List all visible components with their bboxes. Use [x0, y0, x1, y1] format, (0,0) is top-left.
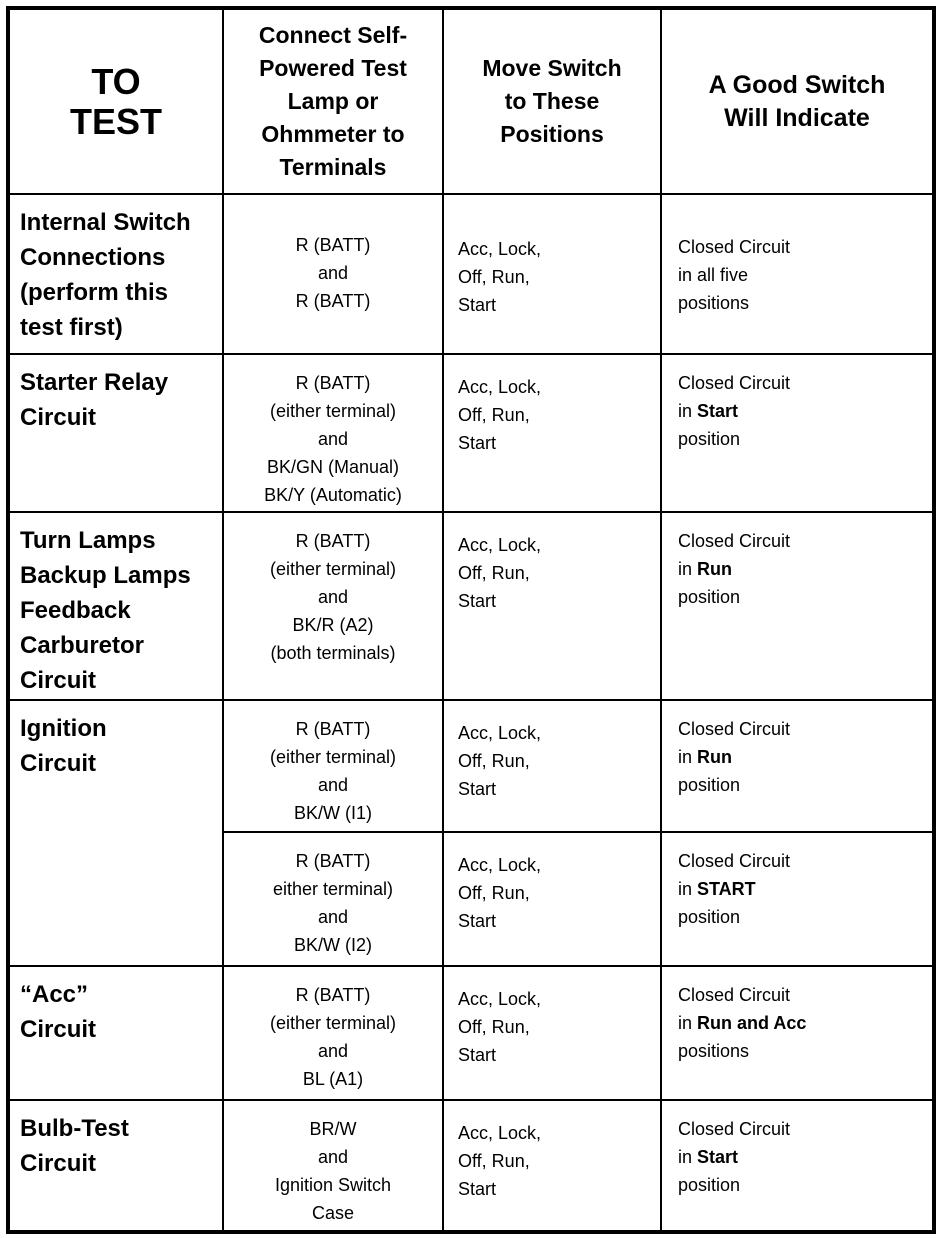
positions-line: Start	[458, 295, 497, 315]
terminals-line: and	[317, 775, 349, 795]
terminals-cell	[223, 1100, 443, 1232]
terminals-line: (either terminal)	[269, 747, 397, 767]
positions-line: Acc, Lock,	[458, 1123, 542, 1143]
positions-line: Start	[458, 433, 497, 453]
header-switch-positions	[443, 8, 661, 194]
test-name-line: Circuit	[20, 1016, 97, 1043]
positions-cell	[443, 354, 661, 512]
terminals-line: BK/Y (Automatic)	[264, 485, 402, 505]
test-name-line: Circuit	[20, 750, 97, 777]
positions-line: Start	[458, 1045, 497, 1065]
positions-line: Off, Run,	[458, 563, 530, 583]
test-name-line: “Acc”	[20, 981, 89, 1008]
test-name-cell	[8, 194, 223, 354]
terminals-line: BK/W (I2)	[293, 935, 372, 955]
positions-line: Acc, Lock,	[458, 723, 542, 743]
indication-text: in all five	[678, 265, 749, 285]
positions-line: Start	[458, 591, 497, 611]
test-name-line: Circuit	[20, 667, 97, 694]
indication-cell	[661, 832, 934, 966]
terminals-line: R (BATT)	[295, 719, 371, 739]
indication-line: position	[678, 429, 741, 449]
header-to-test-line: TO	[91, 60, 141, 102]
header-terminals-line: Lamp or	[287, 88, 379, 114]
indication-line: Closed Circuit	[678, 531, 791, 551]
terminals-line: and	[317, 1041, 349, 1061]
header-indicate-line: A Good Switch	[708, 70, 886, 99]
terminals-cell	[223, 966, 443, 1100]
test-name-cell	[8, 966, 223, 1100]
header-good-switch-indicates	[661, 8, 934, 194]
indication-line: Closed Circuit	[678, 719, 791, 739]
indication-line	[678, 397, 932, 425]
terminals-line: (either terminal)	[269, 401, 397, 421]
terminals-line: and	[317, 429, 349, 449]
switch-test-document	[6, 6, 932, 1230]
test-name-line: Turn Lamps	[20, 527, 156, 554]
table-row	[8, 194, 934, 354]
indication-line	[678, 261, 932, 289]
terminals-cell	[223, 512, 443, 700]
indication-line: Closed Circuit	[678, 237, 791, 257]
header-terminals-line: Ohmmeter to	[261, 121, 405, 147]
indication-line: position	[678, 587, 741, 607]
indication-cell	[661, 512, 934, 700]
terminals-line: Ignition Switch	[274, 1175, 392, 1195]
test-name-cell	[8, 354, 223, 512]
test-name-cell	[8, 700, 223, 966]
terminals-cell	[223, 354, 443, 512]
indication-line	[678, 1143, 932, 1171]
indication-emphasis: Start	[697, 1147, 739, 1167]
indication-line	[678, 555, 932, 583]
ignition-switch-test-table	[6, 6, 936, 1234]
header-indicate-line: Will Indicate	[724, 103, 870, 132]
table-row	[8, 354, 934, 512]
terminals-line: R (BATT)	[295, 235, 371, 255]
indication-line: Closed Circuit	[678, 1119, 791, 1139]
positions-cell	[443, 1100, 661, 1232]
positions-line: Acc, Lock,	[458, 535, 542, 555]
header-to-test-line: TEST	[69, 100, 162, 142]
indication-cell	[661, 700, 934, 832]
terminals-line: (both terminals)	[270, 643, 396, 663]
table-row	[8, 966, 934, 1100]
header-terminals-line: Connect Self-	[258, 22, 408, 48]
positions-cell	[443, 194, 661, 354]
indication-line	[678, 743, 932, 771]
positions-line: Off, Run,	[458, 1151, 530, 1171]
indication-line: positions	[678, 293, 750, 313]
terminals-line: and	[317, 263, 349, 283]
indication-text: in	[678, 401, 698, 421]
positions-line: Acc, Lock,	[458, 989, 542, 1009]
positions-cell	[443, 700, 661, 832]
header-row	[8, 8, 934, 194]
terminals-line: R (BATT)	[295, 985, 371, 1005]
header-terminals-line: Terminals	[279, 154, 387, 180]
positions-line: Off, Run,	[458, 751, 530, 771]
indication-line: Closed Circuit	[678, 373, 791, 393]
positions-line: Off, Run,	[458, 267, 530, 287]
terminals-line: R (BATT)	[295, 531, 371, 551]
test-name-line: Circuit	[20, 404, 97, 431]
indication-line	[678, 875, 932, 903]
terminals-line: R (BATT)	[295, 373, 371, 393]
terminals-line: BL (A1)	[302, 1069, 364, 1089]
indication-cell	[661, 966, 934, 1100]
terminals-line: R (BATT)	[295, 291, 371, 311]
positions-cell	[443, 832, 661, 966]
test-name-line: Feedback	[20, 597, 131, 624]
indication-text: in	[678, 1013, 698, 1033]
indication-text: in	[678, 879, 698, 899]
test-name-line: Backup Lamps	[20, 562, 191, 589]
indication-emphasis: Start	[697, 401, 739, 421]
positions-cell	[443, 512, 661, 700]
positions-line: Acc, Lock,	[458, 377, 542, 397]
test-name-line: Connections	[20, 244, 166, 271]
test-name-line: (perform this	[20, 279, 169, 306]
positions-line: Off, Run,	[458, 405, 530, 425]
indication-emphasis: Run	[697, 559, 733, 579]
table-row	[8, 1100, 934, 1232]
indication-line: position	[678, 775, 741, 795]
header-positions-line: Move Switch	[482, 55, 622, 81]
test-name-line: Bulb-Test	[20, 1115, 129, 1142]
positions-line: Off, Run,	[458, 1017, 530, 1037]
header-positions-line: to These	[504, 88, 600, 114]
indication-text: in	[678, 559, 698, 579]
test-name-line: Internal Switch	[20, 209, 191, 236]
indication-cell	[661, 1100, 934, 1232]
terminals-cell	[223, 832, 443, 966]
positions-line: Acc, Lock,	[458, 855, 542, 875]
test-name-line: Ignition	[20, 715, 107, 742]
indication-line: Closed Circuit	[678, 851, 791, 871]
positions-line: Off, Run,	[458, 883, 530, 903]
test-name-line: test first)	[20, 314, 123, 341]
test-name-line: Carburetor	[20, 632, 145, 659]
terminals-line: (either terminal)	[269, 559, 397, 579]
table-row	[8, 512, 934, 700]
terminals-line: R (BATT)	[295, 851, 371, 871]
positions-cell	[443, 966, 661, 1100]
header-positions-line: Positions	[500, 121, 604, 147]
test-name-line: Starter Relay	[20, 369, 169, 396]
indication-text: in	[678, 1147, 698, 1167]
test-name-line: Circuit	[20, 1150, 97, 1177]
indication-text: in	[678, 747, 698, 767]
indication-cell	[661, 194, 934, 354]
terminals-line: Case	[311, 1203, 355, 1223]
header-terminals-line: Powered Test	[259, 55, 407, 81]
terminals-line: and	[317, 907, 349, 927]
positions-line: Start	[458, 779, 497, 799]
terminals-line: either terminal)	[272, 879, 394, 899]
terminals-line: BR/W	[309, 1119, 357, 1139]
positions-line: Start	[458, 911, 497, 931]
test-name-cell	[8, 512, 223, 700]
terminals-line: BK/GN (Manual)	[266, 457, 400, 477]
indication-line: positions	[678, 1041, 750, 1061]
terminals-line: BK/W (I1)	[293, 803, 372, 823]
positions-line: Start	[458, 1179, 497, 1199]
terminals-line: and	[317, 587, 349, 607]
indication-emphasis: Run	[697, 747, 733, 767]
indication-emphasis: START	[697, 879, 756, 899]
terminals-line: BK/R (A2)	[292, 615, 374, 635]
indication-emphasis: Run and Acc	[697, 1013, 807, 1033]
terminals-line: (either terminal)	[269, 1013, 397, 1033]
table-row	[8, 700, 934, 832]
header-to-test	[8, 8, 223, 194]
terminals-line: and	[317, 1147, 349, 1167]
indication-cell	[661, 354, 934, 512]
positions-line: Acc, Lock,	[458, 239, 542, 259]
indication-line: position	[678, 907, 741, 927]
header-connect-terminals	[223, 8, 443, 194]
test-name-cell	[8, 1100, 223, 1232]
terminals-cell	[223, 194, 443, 354]
indication-line: position	[678, 1175, 741, 1195]
terminals-cell	[223, 700, 443, 832]
indication-line: Closed Circuit	[678, 985, 791, 1005]
indication-line	[678, 1009, 932, 1037]
